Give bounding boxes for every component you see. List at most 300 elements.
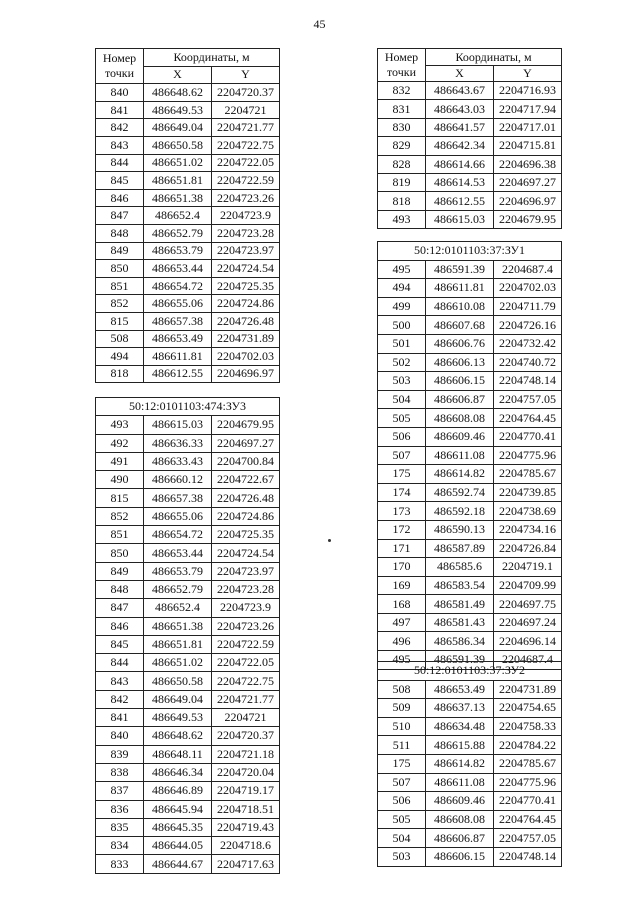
x-coordinate-cell: 486614.82 [426, 754, 494, 773]
y-coordinate-cell: 2204726.16 [494, 316, 562, 335]
point-number-cell: 169 [378, 576, 426, 595]
y-coordinate-cell: 2204724.86 [212, 295, 280, 313]
x-coordinate-cell: 486650.58 [144, 136, 212, 154]
table-row [96, 507, 280, 525]
point-number-cell: 818 [96, 365, 144, 383]
table-row [378, 754, 562, 773]
x-coordinate-cell: 486611.08 [426, 773, 494, 792]
point-number-cell: 833 [96, 855, 144, 873]
x-coordinate-cell: 486591.39 [426, 651, 494, 670]
table-row [378, 279, 562, 298]
y-coordinate-cell: 2204722.67 [212, 471, 280, 489]
table-row [378, 409, 562, 428]
y-coordinate-cell: 2204696.38 [494, 155, 562, 173]
point-number-cell: 832 [378, 82, 426, 100]
table-row [96, 544, 280, 562]
point-number-cell: 839 [96, 745, 144, 763]
x-column-header: X [144, 66, 212, 84]
point-number-cell: 503 [378, 372, 426, 391]
x-coordinate-cell: 486648.62 [144, 727, 212, 745]
x-coordinate-cell: 486591.39 [426, 260, 494, 279]
point-number-cell: 507 [378, 446, 426, 465]
y-coordinate-cell: 2204721 [212, 101, 280, 119]
y-coordinate-cell: 2204724.54 [212, 260, 280, 278]
table-row [96, 277, 280, 295]
x-coordinate-cell: 486652.79 [144, 224, 212, 242]
y-coordinate-cell: 2204702.03 [494, 279, 562, 298]
table-row [96, 330, 280, 348]
point-number-cell: 819 [378, 173, 426, 191]
x-coordinate-cell: 486654.72 [144, 526, 212, 544]
y-coordinate-cell: 2204723.28 [212, 224, 280, 242]
x-coordinate-cell: 486651.02 [144, 654, 212, 672]
x-coordinate-cell: 486651.02 [144, 154, 212, 172]
point-number-cell: 491 [96, 452, 144, 470]
y-coordinate-cell: 2204764.45 [494, 409, 562, 428]
y-coordinate-cell: 2204722.59 [212, 172, 280, 190]
x-coordinate-cell: 486590.13 [426, 520, 494, 539]
x-coordinate-cell: 486583.54 [426, 576, 494, 595]
y-coordinate-cell: 2204724.54 [212, 544, 280, 562]
x-coordinate-cell: 486653.49 [426, 680, 494, 699]
table-row [96, 635, 280, 653]
y-coordinate-cell: 2204775.96 [494, 446, 562, 465]
point-number-cell: 171 [378, 539, 426, 558]
point-number-cell: 850 [96, 544, 144, 562]
x-column-header: X [426, 66, 494, 82]
point-number-cell: 504 [378, 390, 426, 409]
x-coordinate-cell: 486651.81 [144, 172, 212, 190]
table-row [96, 471, 280, 489]
y-coordinate-cell: 2204722.75 [212, 136, 280, 154]
table-row [378, 260, 562, 279]
table-row [378, 137, 562, 155]
y-coordinate-cell: 2204718.6 [212, 837, 280, 855]
x-coordinate-cell: 486633.43 [144, 452, 212, 470]
coordinates-table-1 [95, 48, 280, 383]
y-coordinate-cell: 2204757.05 [494, 390, 562, 409]
point-number-cell: 849 [96, 562, 144, 580]
x-coordinate-cell: 486651.38 [144, 617, 212, 635]
y-coordinate-cell: 2204734.16 [494, 520, 562, 539]
point-number-cell: 844 [96, 654, 144, 672]
x-coordinate-cell: 486650.58 [144, 672, 212, 690]
point-number-cell: 845 [96, 172, 144, 190]
table-row [96, 672, 280, 690]
y-column-header: Y [212, 66, 280, 84]
table-row [378, 353, 562, 372]
y-coordinate-cell: 2204721.77 [212, 119, 280, 137]
parcel-title: 50:12:0101103:474:ЗУ3 [96, 398, 280, 416]
table-row [378, 773, 562, 792]
x-coordinate-cell: 486644.67 [144, 855, 212, 873]
y-column-header: Y [494, 66, 562, 82]
y-coordinate-cell: 2204679.95 [212, 416, 280, 434]
x-coordinate-cell: 486657.38 [144, 312, 212, 330]
x-coordinate-cell: 486660.12 [144, 471, 212, 489]
y-coordinate-cell: 2204726.84 [494, 539, 562, 558]
parcel-title: 50:12:0101103:37:ЗУ2 [378, 662, 562, 681]
x-coordinate-cell: 486608.08 [426, 409, 494, 428]
point-number-cell: 834 [96, 837, 144, 855]
y-coordinate-cell: 2204720.37 [212, 84, 280, 102]
y-coordinate-cell: 2204719.17 [212, 782, 280, 800]
x-coordinate-cell: 486608.08 [426, 810, 494, 829]
table-row [96, 580, 280, 598]
table-row [96, 837, 280, 855]
point-number-cell: 837 [96, 782, 144, 800]
point-number-cell: 493 [96, 416, 144, 434]
y-coordinate-cell: 2204709.99 [494, 576, 562, 595]
table-row [378, 390, 562, 409]
x-coordinate-cell: 486653.79 [144, 242, 212, 260]
table-row [378, 847, 562, 866]
x-coordinate-cell: 486606.15 [426, 847, 494, 866]
table-row [96, 855, 280, 873]
table-row [378, 173, 562, 191]
table-row [96, 242, 280, 260]
table-row [378, 810, 562, 829]
x-coordinate-cell: 486607.68 [426, 316, 494, 335]
x-coordinate-cell: 486649.53 [144, 101, 212, 119]
x-coordinate-cell: 486615.03 [426, 210, 494, 228]
y-coordinate-cell: 2204721 [212, 709, 280, 727]
point-number-cell: 815 [96, 312, 144, 330]
x-coordinate-cell: 486606.87 [426, 829, 494, 848]
point-number-cell: 502 [378, 353, 426, 372]
y-coordinate-cell: 2204754.65 [494, 699, 562, 718]
y-coordinate-cell: 2204696.97 [494, 192, 562, 210]
x-coordinate-cell: 486644.05 [144, 837, 212, 855]
point-number-cell: 835 [96, 818, 144, 836]
x-coordinate-cell: 486645.35 [144, 818, 212, 836]
point-number-cell: 497 [378, 613, 426, 632]
x-coordinate-cell: 486655.06 [144, 295, 212, 313]
x-coordinate-cell: 486649.53 [144, 709, 212, 727]
table-row [378, 297, 562, 316]
x-coordinate-cell: 486585.6 [426, 558, 494, 577]
point-number-cell: 495 [378, 260, 426, 279]
point-number-cell: 845 [96, 635, 144, 653]
point-number-cell: 499 [378, 297, 426, 316]
x-coordinate-cell: 486587.89 [426, 539, 494, 558]
y-coordinate-cell: 2204770.41 [494, 792, 562, 811]
x-coordinate-cell: 486642.34 [426, 137, 494, 155]
x-coordinate-cell: 486592.18 [426, 502, 494, 521]
y-coordinate-cell: 2204764.45 [494, 810, 562, 829]
y-coordinate-cell: 2204739.85 [494, 483, 562, 502]
point-number-cell: 503 [378, 847, 426, 866]
table-row [96, 84, 280, 102]
x-coordinate-cell: 486649.04 [144, 119, 212, 137]
table-row [96, 654, 280, 672]
y-coordinate-cell: 2204723.9 [212, 599, 280, 617]
table-row [96, 800, 280, 818]
x-coordinate-cell: 486652.79 [144, 580, 212, 598]
point-number-cell: 505 [378, 409, 426, 428]
x-coordinate-cell: 486609.46 [426, 427, 494, 446]
table-row [96, 101, 280, 119]
x-coordinate-cell: 486648.11 [144, 745, 212, 763]
x-coordinate-cell: 486611.81 [144, 348, 212, 366]
y-coordinate-cell: 2204726.48 [212, 312, 280, 330]
point-number-cell: 170 [378, 558, 426, 577]
y-coordinate-cell: 2204770.41 [494, 427, 562, 446]
x-coordinate-cell: 486592.74 [426, 483, 494, 502]
table-row [96, 745, 280, 763]
x-coordinate-cell: 486651.81 [144, 635, 212, 653]
y-coordinate-cell: 2204732.42 [494, 334, 562, 353]
table-row [378, 520, 562, 539]
y-coordinate-cell: 2204717.63 [212, 855, 280, 873]
table-row [96, 312, 280, 330]
point-number-cell: 840 [96, 84, 144, 102]
table-row [378, 118, 562, 136]
point-number-cell: 174 [378, 483, 426, 502]
x-coordinate-cell: 486653.44 [144, 260, 212, 278]
table-row [96, 782, 280, 800]
x-coordinate-cell: 486606.15 [426, 372, 494, 391]
y-coordinate-cell: 2204723.28 [212, 580, 280, 598]
table-row [96, 189, 280, 207]
point-number-cell: 500 [378, 316, 426, 335]
point-number-cell: 508 [378, 680, 426, 699]
y-coordinate-cell: 2204726.48 [212, 489, 280, 507]
point-number-cell: 506 [378, 427, 426, 446]
table-row [96, 295, 280, 313]
coordinates-header: Координаты, м [426, 49, 562, 66]
point-number-cell: 510 [378, 717, 426, 736]
table-row [378, 372, 562, 391]
point-number-cell: 490 [96, 471, 144, 489]
table-row [378, 558, 562, 577]
y-coordinate-cell: 2204785.67 [494, 754, 562, 773]
table-row [96, 727, 280, 745]
y-coordinate-cell: 2204679.95 [494, 210, 562, 228]
point-number-header: Номер точки [96, 49, 144, 84]
x-coordinate-cell: 486655.06 [144, 507, 212, 525]
table-row [96, 416, 280, 434]
point-number-cell: 840 [96, 727, 144, 745]
table-row [96, 260, 280, 278]
point-number-cell: 506 [378, 792, 426, 811]
table-row [96, 224, 280, 242]
x-coordinate-cell: 486654.72 [144, 277, 212, 295]
point-number-cell: 851 [96, 277, 144, 295]
point-number-cell: 843 [96, 672, 144, 690]
y-coordinate-cell: 2204696.14 [494, 632, 562, 651]
y-coordinate-cell: 2204722.05 [212, 654, 280, 672]
x-coordinate-cell: 486615.88 [426, 736, 494, 755]
point-number-cell: 828 [378, 155, 426, 173]
table-row [378, 192, 562, 210]
point-number-cell: 843 [96, 136, 144, 154]
y-coordinate-cell: 2204725.35 [212, 277, 280, 295]
y-coordinate-cell: 2204700.84 [212, 452, 280, 470]
y-coordinate-cell: 2204722.75 [212, 672, 280, 690]
point-number-cell: 852 [96, 295, 144, 313]
coordinates-table-zu1 [377, 241, 562, 670]
table-row [96, 526, 280, 544]
y-coordinate-cell: 2204722.05 [212, 154, 280, 172]
x-coordinate-cell: 486649.04 [144, 690, 212, 708]
table-row [96, 119, 280, 137]
table-row [96, 154, 280, 172]
point-number-cell: 507 [378, 773, 426, 792]
point-number-cell: 504 [378, 829, 426, 848]
y-coordinate-cell: 2204716.93 [494, 82, 562, 100]
x-coordinate-cell: 486646.89 [144, 782, 212, 800]
x-coordinate-cell: 486612.55 [426, 192, 494, 210]
point-number-cell: 496 [378, 632, 426, 651]
y-coordinate-cell: 2204687.4 [494, 651, 562, 670]
table-row [378, 427, 562, 446]
y-coordinate-cell: 2204738.69 [494, 502, 562, 521]
point-number-cell: 830 [378, 118, 426, 136]
y-coordinate-cell: 2204748.14 [494, 847, 562, 866]
x-coordinate-cell: 486615.03 [144, 416, 212, 434]
table-row [378, 736, 562, 755]
y-coordinate-cell: 2204720.37 [212, 727, 280, 745]
x-coordinate-cell: 486653.49 [144, 330, 212, 348]
y-coordinate-cell: 2204723.9 [212, 207, 280, 225]
x-coordinate-cell: 486581.49 [426, 595, 494, 614]
y-coordinate-cell: 2204697.24 [494, 613, 562, 632]
table-row [96, 489, 280, 507]
point-number-cell: 492 [96, 434, 144, 452]
y-coordinate-cell: 2204717.94 [494, 100, 562, 118]
table-row [96, 617, 280, 635]
x-coordinate-cell: 486581.43 [426, 613, 494, 632]
point-number-cell: 494 [96, 348, 144, 366]
x-coordinate-cell: 486609.46 [426, 792, 494, 811]
x-coordinate-cell: 486643.03 [426, 100, 494, 118]
point-number-cell: 838 [96, 763, 144, 781]
y-coordinate-cell: 2204721.77 [212, 690, 280, 708]
y-coordinate-cell: 2204723.97 [212, 562, 280, 580]
table-row [96, 452, 280, 470]
y-coordinate-cell: 2204785.67 [494, 465, 562, 484]
point-number-cell: 508 [96, 330, 144, 348]
table-row [378, 595, 562, 614]
point-number-cell: 505 [378, 810, 426, 829]
table-row [378, 483, 562, 502]
table-row [96, 562, 280, 580]
point-number-cell: 495 [378, 651, 426, 670]
y-coordinate-cell: 2204717.01 [494, 118, 562, 136]
y-coordinate-cell: 2204721.18 [212, 745, 280, 763]
y-coordinate-cell: 2204723.97 [212, 242, 280, 260]
x-coordinate-cell: 486606.76 [426, 334, 494, 353]
point-number-cell: 173 [378, 502, 426, 521]
x-coordinate-cell: 486648.62 [144, 84, 212, 102]
table-row [378, 680, 562, 699]
y-coordinate-cell: 2204724.86 [212, 507, 280, 525]
table-row [378, 334, 562, 353]
table-row [96, 690, 280, 708]
point-number-cell: 818 [378, 192, 426, 210]
y-coordinate-cell: 2204711.79 [494, 297, 562, 316]
x-coordinate-cell: 486610.08 [426, 297, 494, 316]
table-row [378, 699, 562, 718]
y-coordinate-cell: 2204719.43 [212, 818, 280, 836]
point-number-cell: 847 [96, 599, 144, 617]
x-coordinate-cell: 486657.38 [144, 489, 212, 507]
x-coordinate-cell: 486614.66 [426, 155, 494, 173]
table-row [378, 613, 562, 632]
stray-dot [328, 539, 331, 542]
point-number-cell: 501 [378, 334, 426, 353]
point-number-cell: 841 [96, 709, 144, 727]
table-row [378, 446, 562, 465]
point-number-cell: 851 [96, 526, 144, 544]
x-coordinate-cell: 486652.4 [144, 207, 212, 225]
coordinates-table-zu3 [95, 397, 280, 874]
point-number-cell: 836 [96, 800, 144, 818]
point-number-cell: 846 [96, 189, 144, 207]
table-row [96, 709, 280, 727]
x-coordinate-cell: 486612.55 [144, 365, 212, 383]
y-coordinate-cell: 2204748.14 [494, 372, 562, 391]
table-row [378, 576, 562, 595]
point-number-cell: 848 [96, 580, 144, 598]
point-number-cell: 848 [96, 224, 144, 242]
x-coordinate-cell: 486614.82 [426, 465, 494, 484]
point-number-cell: 850 [96, 260, 144, 278]
table-row [378, 100, 562, 118]
coordinates-table-zu2 [377, 661, 562, 867]
coordinates-table-2 [377, 48, 562, 229]
page-number: 45 [313, 17, 326, 31]
y-coordinate-cell: 2204697.75 [494, 595, 562, 614]
point-number-cell: 493 [378, 210, 426, 228]
table-row [378, 717, 562, 736]
table-row [96, 599, 280, 617]
point-number-cell: 847 [96, 207, 144, 225]
y-coordinate-cell: 2204715.81 [494, 137, 562, 155]
y-coordinate-cell: 2204731.89 [494, 680, 562, 699]
y-coordinate-cell: 2204740.72 [494, 353, 562, 372]
point-number-cell: 852 [96, 507, 144, 525]
point-number-cell: 509 [378, 699, 426, 718]
point-number-cell: 168 [378, 595, 426, 614]
table-row [378, 829, 562, 848]
x-coordinate-cell: 486653.79 [144, 562, 212, 580]
x-coordinate-cell: 486651.38 [144, 189, 212, 207]
y-coordinate-cell: 2204723.26 [212, 189, 280, 207]
x-coordinate-cell: 486611.08 [426, 446, 494, 465]
table-row [378, 82, 562, 100]
table-row [96, 434, 280, 452]
table-row [378, 539, 562, 558]
x-coordinate-cell: 486652.4 [144, 599, 212, 617]
x-coordinate-cell: 486614.53 [426, 173, 494, 191]
y-coordinate-cell: 2204722.59 [212, 635, 280, 653]
y-coordinate-cell: 2204784.22 [494, 736, 562, 755]
y-coordinate-cell: 2204718.51 [212, 800, 280, 818]
y-coordinate-cell: 2204731.89 [212, 330, 280, 348]
table-row [378, 210, 562, 228]
x-coordinate-cell: 486653.44 [144, 544, 212, 562]
point-number-cell: 849 [96, 242, 144, 260]
y-coordinate-cell: 2204775.96 [494, 773, 562, 792]
y-coordinate-cell: 2204697.27 [212, 434, 280, 452]
y-coordinate-cell: 2204720.04 [212, 763, 280, 781]
table-row [96, 136, 280, 154]
point-number-cell: 846 [96, 617, 144, 635]
table-row [378, 792, 562, 811]
y-coordinate-cell: 2204719.1 [494, 558, 562, 577]
